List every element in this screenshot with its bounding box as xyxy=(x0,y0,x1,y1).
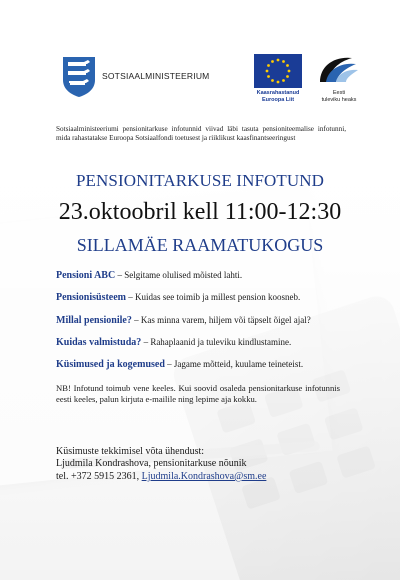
contact-block xyxy=(56,446,356,483)
list-item: Kuidas valmistuda? – Rahaplaanid ja tuleviku kindlustamine. xyxy=(56,336,292,348)
eu-flag-icon xyxy=(254,54,302,88)
coat-of-arms-icon xyxy=(62,56,96,98)
ministry-name: SOTSIAALMINISTEERIUM xyxy=(102,71,210,81)
event-datetime: 23.oktoobril kell 11:00-12:30 xyxy=(58,199,342,225)
event-heading: PENSIONITARKUSE INFOTUND xyxy=(75,171,324,190)
list-item: Pensionisüsteem – Kuidas see toimib ja millest pension koosneb. xyxy=(56,292,301,304)
eesti-caption: Eesti tuleviku heaks xyxy=(321,90,357,103)
email-link[interactable]: Ljudmila.Kondrashova@sm.ee xyxy=(141,470,267,482)
list-item: Pensioni ABC – Selgitame olulised mõisted lahti. xyxy=(56,270,243,281)
event-venue: SILLAMÄE RAAMATUKOGUS xyxy=(76,235,324,255)
topic-list xyxy=(56,270,356,381)
contact-heading: Küsimuste tekkimisel võta ühendust: xyxy=(56,446,205,457)
language-note: NB! Infotund toimub vene keeles. Kui soovid osaleda pensionitarkuse infotunnis eesti keeles, palun kirjuta e-mailile ning lepime aja kokku. xyxy=(56,383,340,404)
list-item: Küsimused ja kogemused – Jagame mõtteid, kuulame teineteist. xyxy=(56,359,304,371)
contact-person: Ljudmila Kondrashova, pensionitarkuse nõunik xyxy=(56,458,247,470)
contact-details xyxy=(56,471,356,483)
list-item: Millal pensionile? – Kas minna varem, hiljem või täpselt õigel ajal? xyxy=(56,314,311,326)
phone-number: tel. +372 5915 2361, xyxy=(56,470,142,482)
eesti-tuleviku-heaks-logo-icon xyxy=(316,52,362,88)
logo-header xyxy=(0,0,400,110)
intro-paragraph: Sotsiaalministeeriumi pensionitarkuse infotunnid viivad läbi tasuta pensioniteemalise infotunni, mida rahastatakse Euroopa Sotsiaalfondi toetusest ja riiklikust kaasfinantseeringust xyxy=(56,125,346,142)
eu-caption: Kaasrahastanud Euroopa Liit xyxy=(256,90,300,103)
